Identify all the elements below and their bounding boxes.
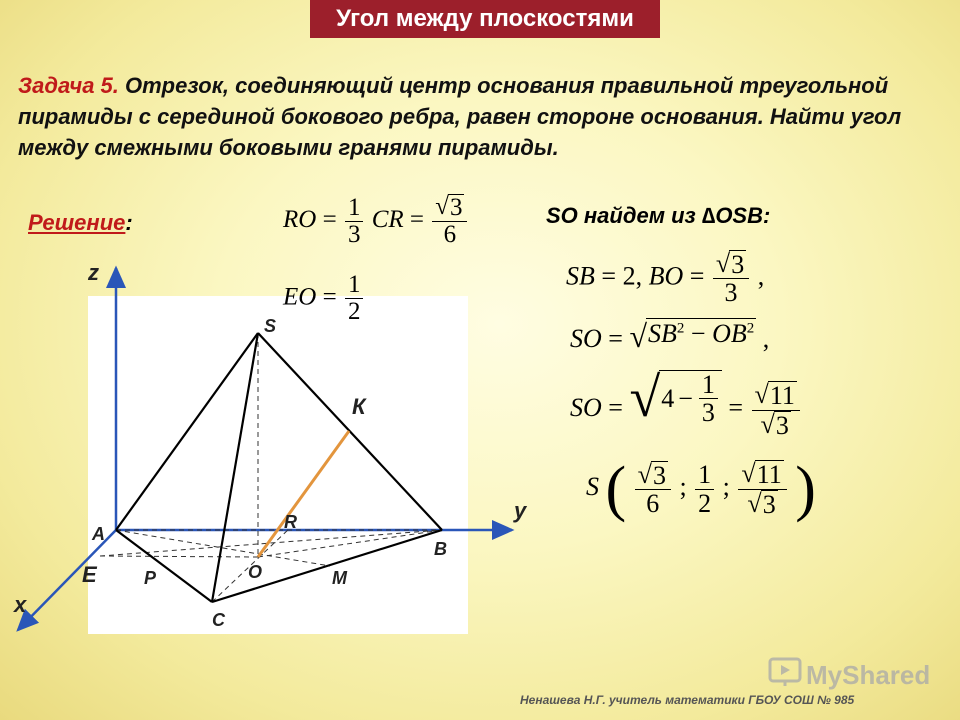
s-x-num: √ 3 [635, 461, 671, 490]
ro-frac2-rad: 3 [449, 194, 463, 221]
label-k: К [352, 394, 366, 419]
so2-frac-den: 3 [701, 398, 715, 428]
label-y: y [514, 498, 527, 523]
label-r: R [284, 512, 297, 532]
so1-minus: − [684, 319, 713, 348]
so2-sqrt: √ 4 − $\frac{1}{3}$ [629, 370, 721, 427]
s-z-den-rad: 3 [762, 489, 776, 519]
problem-number: Задача 5. [18, 73, 119, 98]
line-o-b [258, 530, 442, 557]
so1-sb: SB [648, 319, 677, 348]
so1-sb-exp: 2 [676, 320, 685, 337]
so1-sqrt: √ $SB^2 - OB^2$ [629, 318, 755, 354]
bo-frac-rad: 3 [731, 250, 745, 279]
ro-frac2-num: √ 3 [432, 194, 467, 222]
eo-frac-den: 2 [347, 298, 361, 326]
solution-colon: : [125, 210, 133, 235]
bo-frac-num: √ 3 [713, 250, 749, 279]
s-sep1: ; [679, 471, 687, 501]
label-o: O [248, 562, 263, 582]
ro-cr: CR [371, 205, 404, 233]
s-close-paren: ) [795, 455, 816, 523]
so-heading: SO найдем из ∆OSB: [546, 203, 771, 228]
label-x: x [14, 592, 27, 617]
bo-tail: , [757, 261, 765, 291]
so2-four: 4 [661, 383, 675, 413]
label-c: C [212, 610, 225, 630]
so2-frac-num: 1 [699, 371, 718, 399]
ro-frac1-num: 1 [345, 195, 364, 222]
so1-ob: OB [712, 319, 747, 348]
sb-label: SB [566, 261, 595, 291]
ro-eq: = [322, 205, 337, 233]
problem-text: Отрезок, соединяющий центр основания правильной треугольной пирамиды с серединой бокового ребра, равен стороне основания. Найти угол между смежными боковыми гранями пирамиды. [18, 73, 902, 160]
so2-minus: − [678, 383, 693, 413]
eo-frac-num: 1 [345, 272, 364, 299]
label-e: E [82, 562, 97, 587]
watermark-text: MyShared [806, 660, 931, 690]
label-p: P [144, 568, 157, 588]
footer-credit: Ненашева Н.Г. учитель математики ГБОУ СОШ № 985 [520, 693, 855, 707]
edge-ac [116, 530, 212, 602]
s-x-den: 6 [646, 489, 660, 518]
line-e-b [100, 530, 442, 556]
bo-frac-den: 3 [724, 278, 738, 308]
s-y-num: 1 [695, 461, 714, 489]
so2-eq2: = [728, 393, 744, 422]
edge-sa [116, 333, 258, 530]
s-name: S [586, 471, 599, 501]
so2-result-num-rad: 11 [769, 381, 795, 411]
slideshow-icon [768, 657, 802, 694]
ro-frac1-den: 3 [347, 220, 361, 248]
label-a: A [92, 524, 105, 544]
so1-tail: , [762, 324, 770, 353]
s-y-den: 2 [698, 488, 712, 518]
ro-lhs: RO [283, 205, 317, 233]
s-open-paren: ( [605, 455, 627, 523]
ro-eq2: = [409, 205, 424, 233]
sb-value: 2, [622, 261, 643, 291]
slide-title: Угол между плоскостями [310, 0, 660, 38]
so2-eq: = [608, 393, 623, 422]
eo-eq: = [322, 283, 337, 311]
so2-result-num: √ 11 [752, 381, 800, 410]
watermark [768, 657, 930, 694]
s-z-den: √ 3 [747, 488, 776, 519]
solution-word: Решение [28, 210, 126, 235]
label-m: M [332, 568, 347, 588]
so1-ob-exp: 2 [746, 320, 755, 337]
edge-sb [258, 333, 442, 530]
eo-lhs: EO [283, 283, 317, 311]
edge-cb [212, 530, 442, 602]
label-z: z [88, 260, 99, 285]
so2-result-den: √ 3 [760, 409, 789, 440]
label-b: B [434, 539, 447, 559]
bo-eq: = [689, 261, 705, 291]
so1-eq: = [608, 324, 623, 353]
x-axis [18, 530, 116, 630]
sb-eq: = [601, 261, 617, 291]
bo-label: BO [648, 261, 684, 291]
s-z-num: √ 11 [738, 460, 786, 489]
so2-result-den-rad: 3 [775, 410, 789, 440]
ro-frac2-den: 6 [443, 221, 457, 249]
so1-lhs: SO [570, 324, 602, 353]
s-z-num-rad: 11 [756, 460, 782, 490]
label-s: S [264, 316, 277, 336]
s-sep2: ; [722, 471, 730, 501]
so2-lhs: SO [570, 393, 602, 422]
s-x-rad: 3 [652, 460, 666, 490]
line-e-o [100, 556, 258, 557]
